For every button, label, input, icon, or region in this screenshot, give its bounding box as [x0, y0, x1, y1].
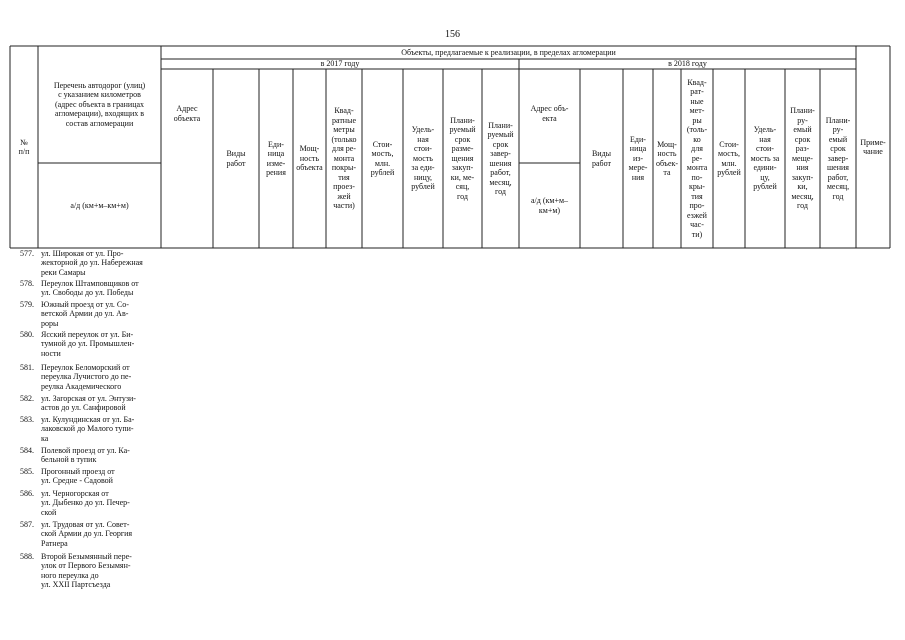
- header-2017-works: Виды работ: [226, 149, 246, 168]
- row-number: 585.: [20, 467, 34, 476]
- row-road: Южный проезд от ул. Со- ветской Армии до ул. Ав- роры: [41, 300, 129, 328]
- header-2017-unit-cost: Удель- ная стои- мость за еди- ницу, рублей: [411, 125, 435, 192]
- header-year-2017: в 2017 году: [320, 59, 360, 69]
- row-road: Прогонный проезд от ул. Средне - Садовой: [41, 467, 115, 486]
- header-2017-unit: Еди- ница изме- рения: [266, 139, 286, 177]
- row-road: Ясский переулок от ул. Би- тумной до ул. Промышлен- ности: [41, 330, 135, 358]
- header-2018-unit-cost: Удель- ная стои- мость за едини- цу, рублей: [750, 125, 780, 192]
- row-number: 588.: [20, 552, 34, 561]
- row-number: 582.: [20, 394, 34, 403]
- page-number: 156: [445, 29, 460, 40]
- header-note: Приме- чание: [860, 137, 886, 156]
- header-2017-cost: Стои- мость, млн. рублей: [370, 139, 395, 177]
- header-2018-plan-procurement: Плани- ру- емый срок раз- меще- ния закуп- ки, месяц, год: [790, 106, 815, 211]
- header-2018-capacity: Мощ- ность объек- та: [655, 139, 679, 177]
- header-2017-address: Адрес объекта: [173, 104, 201, 123]
- row-number: 583.: [20, 415, 34, 424]
- row-number: 584.: [20, 446, 34, 455]
- row-number: 579.: [20, 300, 34, 309]
- row-number: 581.: [20, 363, 34, 372]
- header-objects-group: Объекты, предлагаемые к реализации, в пределах агломерации: [401, 47, 616, 57]
- header-2018-address: Адрес объ- екта: [530, 104, 569, 123]
- header-2018-sqm: Квад- рат- ные мет- ры (толь- ко для ре- монта по- кры- тия про- езжей час- ти): [686, 77, 708, 239]
- header-2018-unit: Еди- ница из- мере- ния: [628, 134, 648, 182]
- row-road: ул. Трудовая от ул. Совет- ской Армии до ул. Георгия Ратнера: [41, 520, 133, 548]
- row-road: ул. Черногорская от ул. Дыбенко до ул. Печер- ской: [41, 489, 130, 517]
- header-2017-capacity: Мощ- ность объекта: [296, 144, 323, 173]
- row-road: ул. Кулундинская от ул. Ба- лаковской до Малого тупи- ка: [41, 415, 135, 443]
- header-2018-plan-completion: Плани- ру- емый срок завер- шения работ, месяц, год: [825, 115, 851, 201]
- row-number: 586.: [20, 489, 34, 498]
- row-number: 580.: [20, 330, 34, 339]
- header-year-2018: в 2018 году: [668, 59, 707, 69]
- header-road-list: Перечень автодорог (улиц) с указанием километров (адрес объекта в границах агломерации), входящих в состав агломерации: [53, 80, 146, 128]
- header-2018-works: Виды работ: [591, 149, 612, 168]
- row-number: 587.: [20, 520, 34, 529]
- header-num: № п/п: [18, 137, 30, 156]
- header-2017-plan-completion: Плани- руемый срок завер- шения работ, месяц, год: [487, 120, 514, 196]
- row-road: Переулок Беломорский от переулка Лучистого до пе- реулка Академического: [41, 363, 132, 391]
- row-road: ул. Широкая от ул. Про- жекторной до ул. Набережная реки Самары: [41, 249, 143, 277]
- header-2018-address-sub: а/д (км+м– км+м): [530, 196, 569, 215]
- header-2017-sqm: Квад- ратные метры (только для ре- монта покры- тия проез- жей части): [331, 106, 357, 211]
- row-road: Переулок Штамповщиков от ул. Свободы до ул. Победы: [41, 279, 139, 298]
- row-number: 577.: [20, 249, 34, 258]
- row-number: 578.: [20, 279, 34, 288]
- header-2017-plan-procurement: Плани- руемый срок разме- щения закуп- ки, ме- сяц, год: [449, 115, 476, 201]
- row-road: Второй Безымянный пере- улок от Первого Безымян- ного переулка до ул. XXII Партсъезда: [41, 552, 132, 589]
- header-2018-cost: Стои- мость, млн. рублей: [717, 139, 741, 177]
- row-road: Полевой проезд от ул. Ка- бельной в тупик: [41, 446, 130, 465]
- row-road: ул. Загорская от ул. Энтузи- астов до ул. Санфировой: [41, 394, 136, 413]
- header-road-sub: а/д (км+м–км+м): [70, 200, 129, 210]
